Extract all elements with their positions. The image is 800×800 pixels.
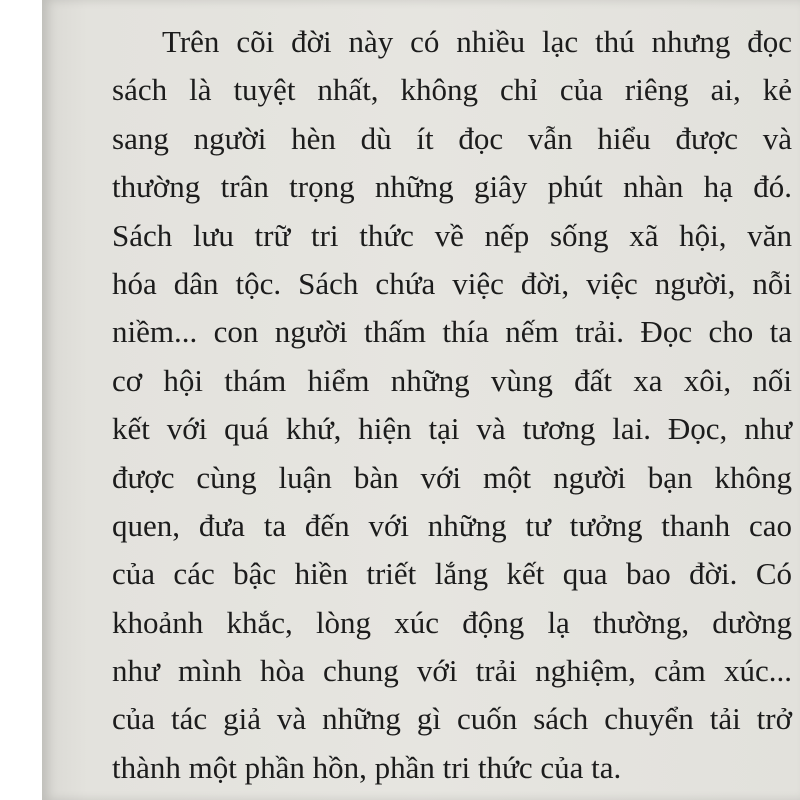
text-line: hóa dân tộc. Sách chứa việc đời, việc người, nỗi xyxy=(112,265,792,301)
text-line: Sách lưu trữ tri thức về nếp sống xã hội, văn xyxy=(112,217,792,253)
text-line: thường trân trọng những giây phút nhàn hạ đó. xyxy=(112,169,792,205)
text-line: được cùng luận bàn với một người bạn không xyxy=(112,459,792,495)
text-line: sách là tuyệt nhất, không chỉ của riêng ai, kẻ xyxy=(112,72,792,108)
text-line: thành một phần hồn, phần tri thức của ta. xyxy=(112,749,622,785)
text-line: sang người hèn dù ít đọc vẫn hiểu được và xyxy=(112,120,792,156)
text-line: của các bậc hiền triết lắng kết qua bao đời. Có xyxy=(112,556,792,592)
text-line: như mình hòa chung với trải nghiệm, cảm xúc... xyxy=(112,653,792,689)
text-line: quen, đưa ta đến với những tư tưởng thanh cao xyxy=(112,507,792,543)
text-line: kết với quá khứ, hiện tại và tương lai. Đọc, như xyxy=(112,411,792,447)
text-line: khoảnh khắc, lòng xúc động lạ thường, dường xyxy=(112,604,792,640)
book-page xyxy=(42,0,800,800)
text-line: cơ hội thám hiểm những vùng đất xa xôi, nối xyxy=(112,362,792,398)
text-line: niềm... con người thấm thía nếm trải. Đọc cho ta xyxy=(112,314,792,350)
text-line: Trên cõi đời này có nhiều lạc thú nhưng đọc xyxy=(162,24,792,59)
text-line: của tác giả và những gì cuốn sách chuyển tải trở xyxy=(112,701,792,737)
paragraph xyxy=(112,18,792,792)
